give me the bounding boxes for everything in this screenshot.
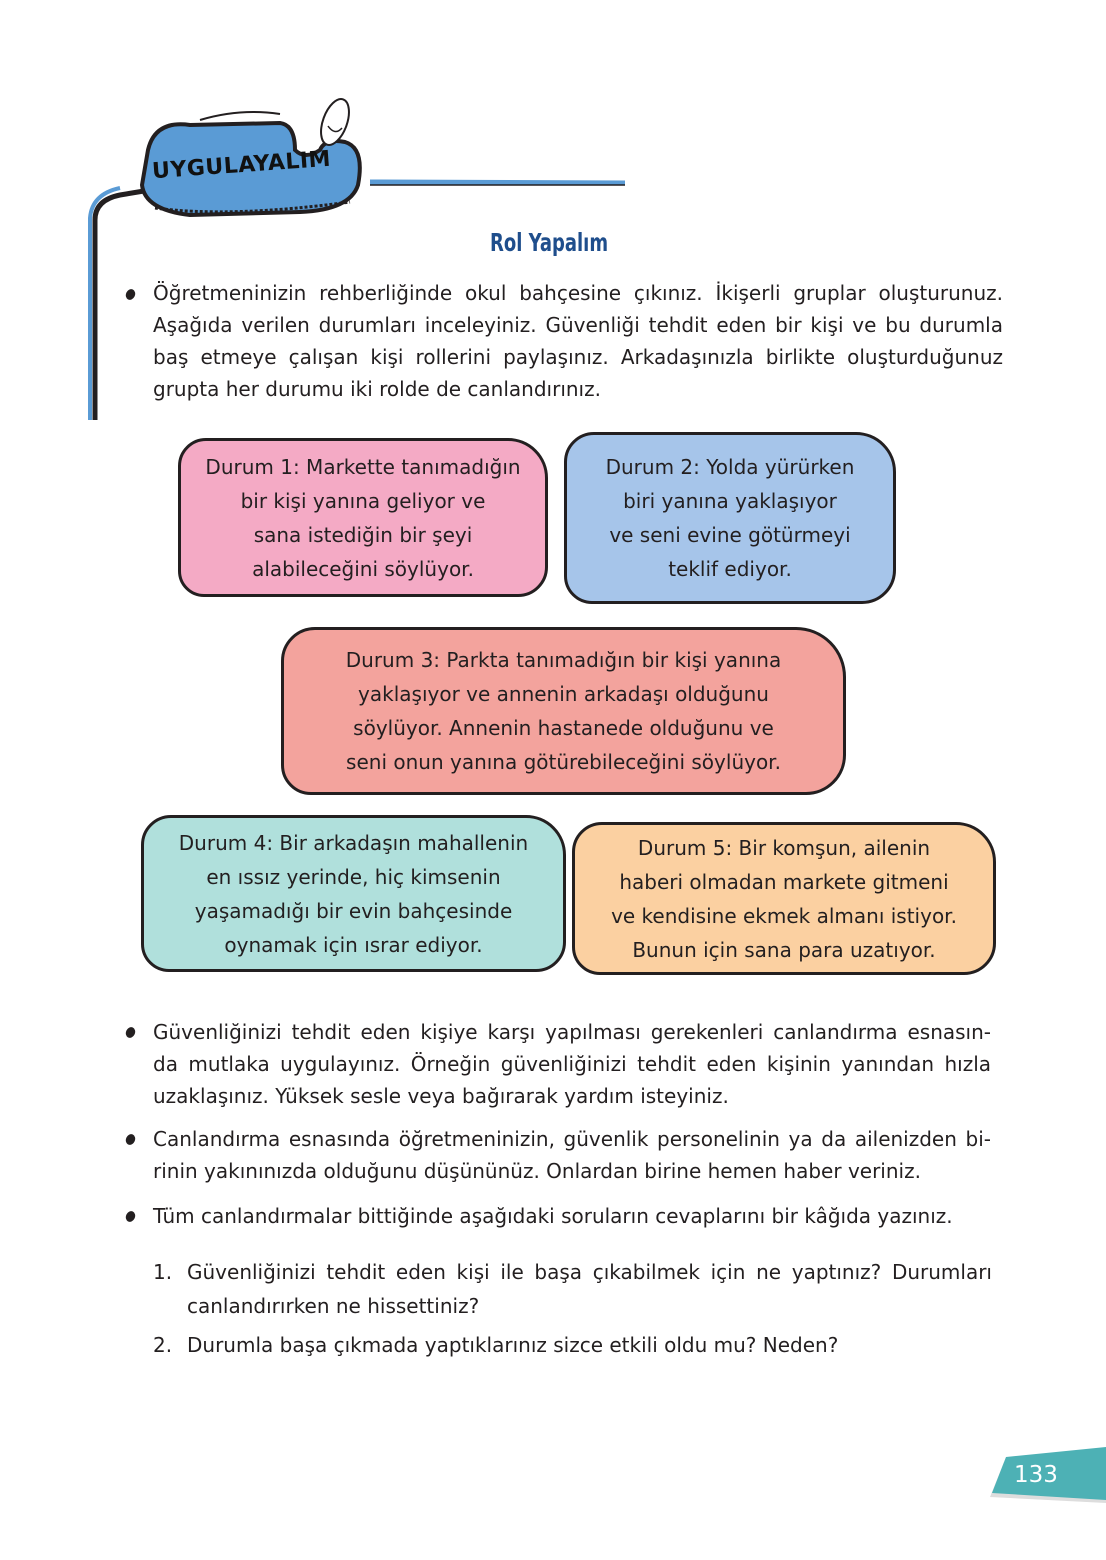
text-line: Bunun için sana para uzatıyor. [632,937,936,962]
text-line: Güvenliğinizi tehdit eden kişi ile başa çıkabilmek için ne yaptınız? Durumları [187,1260,992,1284]
text-line: söylüyor. Annenin hastanede olduğunu ve [353,716,774,740]
text-line: yaklaşıyor ve annenin arkadaşı olduğunu [358,682,769,706]
text-line: Durum 1: Markette tanımadığın [205,454,521,479]
bullet-icon [124,1210,137,1224]
bullet-icon [124,1026,137,1040]
bullet-paragraph-1 [153,1016,991,1112]
bullet-icon [124,1133,137,1147]
text-line: rinin yakınınızda olduğunu düşününüz. Onlardan birine hemen haber veriniz. [153,1159,921,1183]
section-title: Rol Yapalım [490,228,609,257]
text-line: bir kişi yanına geliyor ve [240,488,486,513]
text-line: Durumla başa çıkmada yaptıklarınız sizce etkili oldu mu? Neden? [187,1333,839,1357]
text-line: canlandırırken ne hissettiniz? [187,1294,480,1318]
text-line: oynamak için ısrar ediyor. [224,932,483,957]
text-line: teklif ediyor. [668,557,792,581]
text-line: biri yanına yaklaşıyor [623,489,837,513]
intro-paragraph [153,277,1003,405]
case-card-3 [281,627,846,795]
case-card-4 [141,815,566,972]
text-line: sana istediğin bir şeyi [253,522,473,547]
text-line: uzaklaşınız. Yüksek sesle veya bağırarak yardım isteyiniz. [153,1084,729,1108]
page-number: 133 [1014,1462,1058,1488]
text-line: Durum 4: Bir arkadaşın mahallenin [178,830,529,855]
badge-label: UYGULAYALIM [151,146,332,185]
text-line: ve seni evine götürmeyi [609,523,851,547]
text-line: yaşamadığı bir evin bahçesinde [194,898,513,923]
case-card-5 [572,822,996,975]
text-line: ve kendisine ekmek almanı istiyor. [611,903,957,928]
question-2 [187,1328,992,1362]
question-number: 1. [153,1260,173,1284]
bullet-paragraph-3 [153,1200,991,1232]
bullet-paragraph-2 [153,1123,991,1187]
text-line: grupta her durumu iki rolde de canlandırınız. [153,377,601,401]
text-line: en ıssız yerinde, hiç kimsenin [206,864,501,889]
question-1 [187,1255,992,1323]
text-line: seni onun yanına götürebileceğini söylüyor. [346,750,781,774]
text-line: Durum 5: Bir komşun, ailenin [637,835,931,860]
case-card-1 [178,438,548,597]
text-line: Durum 3: Parkta tanımadığın bir kişi yanına [345,648,782,672]
text-line: da mutlaka uygulayınız. Örneğin güvenliğinizi tehdit eden kişinin yanından hızla [153,1052,991,1076]
text-line: Öğretmeninizin rehberliğinde okul bahçesine çıkınız. İkişerli gruplar oluşturunuz. [153,281,1003,305]
text-line: Güvenliğinizi tehdit eden kişiye karşı yapılması gerekenleri canlandırma esnasın- [153,1020,991,1044]
text-line: haberi olmadan markete gitmeni [619,869,949,894]
text-line: Tüm canlandırmalar bittiğinde aşağıdaki soruların cevaplarını bir kâğıda yazınız. [153,1204,953,1228]
text-line: baş etmeye çalışan kişi rollerini paylaşınız. Arkadaşınızla birlikte oluşturduğunuz [153,345,1003,369]
text-line: alabileceğini söylüyor. [252,556,474,581]
text-line: Canlandırma esnasında öğretmeninizin, güvenlik personelinin ya da ailenizden bi- [153,1127,991,1151]
text-line: Aşağıda verilen durumları inceleyiniz. Güvenliği tehdit eden bir kişi ve bu durumla [153,313,1003,337]
question-number: 2. [153,1333,173,1357]
text-line: Durum 2: Yolda yürürken [605,455,855,479]
case-card-2 [564,432,896,604]
